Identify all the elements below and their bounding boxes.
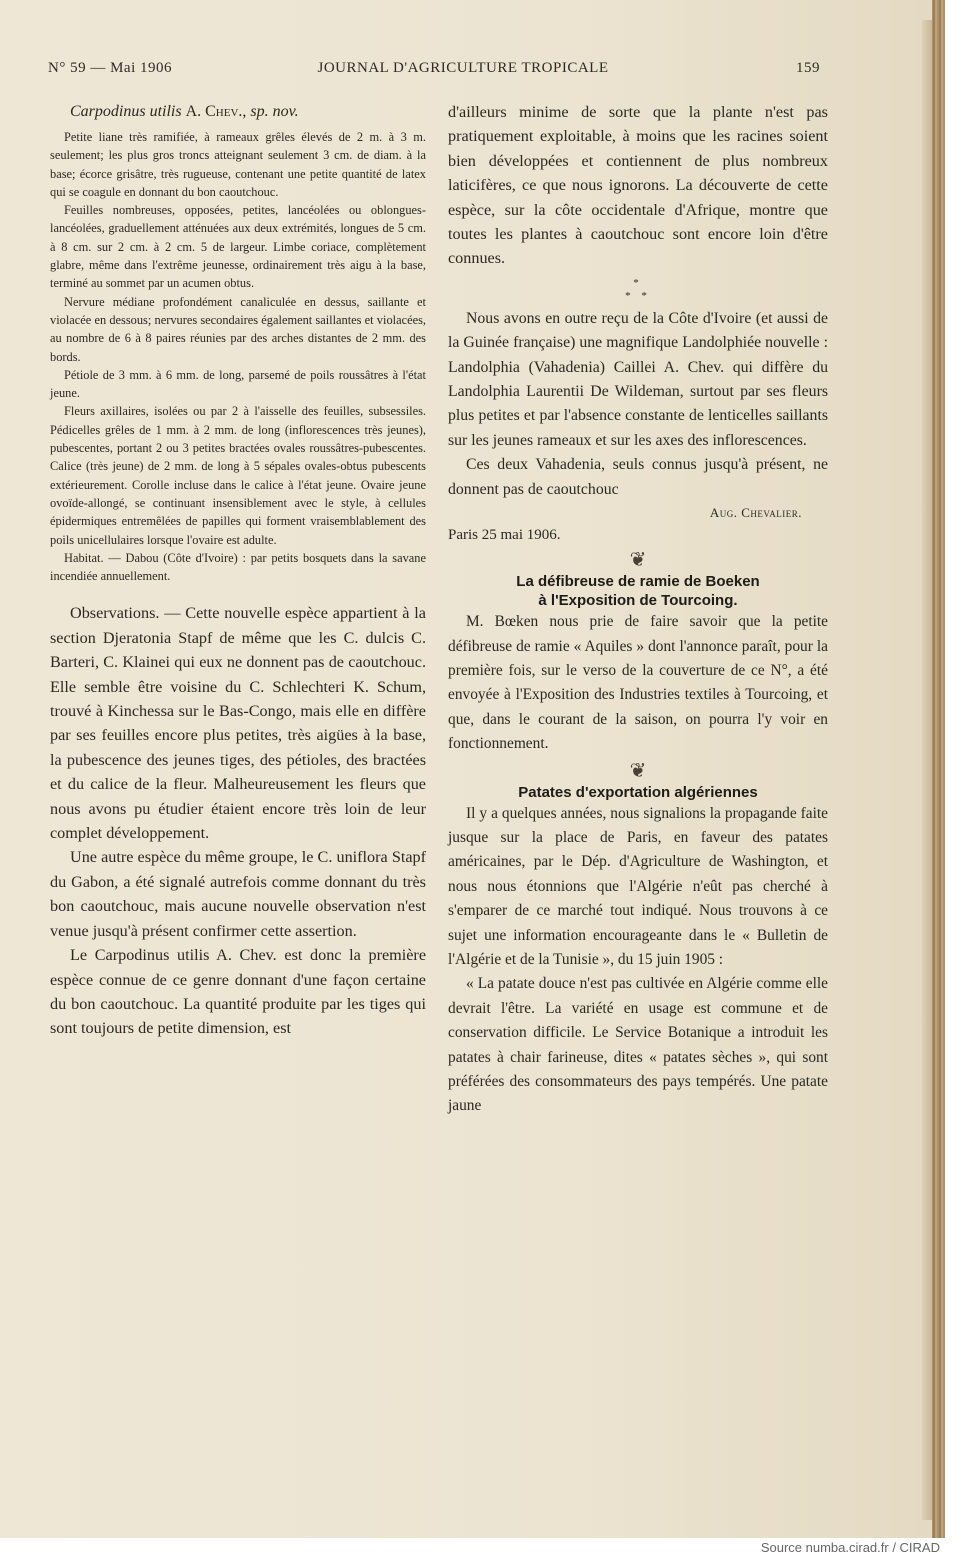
source-credit: Source numba.cirad.fr / CIRAD [760, 1540, 940, 1555]
section-title-line: La défibreuse de ramie de Boeken [516, 573, 760, 591]
landolphia-paragraph: Nous avons en outre reçu de la Côte d'Ivoire (et aussi de la Guinée française) une magnifique Landolphiée nouvelle : Landolphia (Vahadenia) Caillei A. Chev. qui diffère du Landolphia Laurentii De Wildeman, surtout par ses fleurs plus petites et par l'absence constante de lenticelles saillants sur les jeunes rameaux et sur les axes des inflorescences. [448, 309, 828, 449]
continuation-paragraph: d'ailleurs minime de sorte que la plante n'est pas pratiquement exploitable, à moins que les racines soient bien développées et contiennent de plus nombreux laticifères, ce que nous ignorons. La découverte de cette espèce, sur la côte occidentale d'Afrique, montre que toutes les plantes à caoutchouc sont encore loin d'être connues. [448, 103, 828, 268]
description-paragraph: Fleurs axillaires, isolées ou par 2 à l'aisselle des feuilles, subsessiles. Pédicelles grêles de 1 mm. à 2 mm. de long (inflorescences très jeunes), pubescentes, portant 2 ou 3 petites bractées ovales roussâtres-pubescentes. Calice (très jeune) de 2 mm. de long à 5 sépales ovales-obtus pubescents extérieurement. Corolle incluse dans le calice à l'état jeune. Ovaire jeune ovoïde-allongé, se continuant insensiblement avec le style, à cellules épidermiques entremêlées de papilles qui forment vraisemblablement des poils unicellulaires lorsque l'ovaire est adulte. [50, 404, 426, 547]
section-title [448, 572, 828, 610]
description-paragraph: Nervure médiane profondément canaliculée en dessus, saillante et violacée en dessous; nervures secondaires également saillantes et violacées, au nombre de 6 à 8 paires réunies par des arches distantes de 2 mm. des bords. [50, 294, 426, 364]
description-paragraph: Feuilles nombreuses, opposées, petites, lancéolées ou oblongues-lancéolées, graduellement atténuées aux deux extrémités, longues de 5 cm. à 8 cm. sur 2 cm. à 2 cm. 5 de largeur. Limbe coriace, complètement glabre, même dans l'extrême jeunesse, ordinairement très aigu à la base, terminé au sommet par un acumen obtus. [50, 203, 426, 291]
species-note: sp. nov. [250, 103, 299, 120]
right-column [448, 100, 828, 1119]
description-paragraph: Pétiole de 3 mm. à 6 mm. de long, parsemé de poils roussâtres à l'état jeune. [50, 367, 426, 401]
continuation-block [448, 100, 828, 271]
vahadenia-paragraph: Ces deux Vahadenia, seuls connus jusqu'à présent, ne donnent pas de caoutchouc [448, 456, 828, 498]
quote-paragraph: « La patate douce n'est pas cultivée en Algérie comme elle devrait l'être. La variété en usage est commune et de conservation difficile. Le Service Botanique a introduit les patates à chair farineuse, dites « patates sèches », qui sont préférées des consommateurs des pays tempérés. Une patate jaune [448, 975, 828, 1115]
book-page-edges [932, 0, 945, 1538]
article-paragraph: M. Bœken nous prie de faire savoir que la petite défibreuse de ramie « Aquiles » dont l'annonce paraît, pour la première fois, sur le verso de la couverture de ce N°, a été envoyée à l'Exposition des Industries textiles à Tourcoing, et que, dans le courant de la saison, on pourra l'y voir en fonctionnement. [448, 613, 828, 753]
asterism-top: * [633, 276, 643, 289]
defibreuse-article [448, 610, 828, 756]
observations-paragraph: Une autre espèce du même groupe, le C. uniflora Stapf du Gabon, a été signalé autrefois comme donnant du très bon caoutchouc, mais aucune nouvelle observation n'est venue jusqu'à présent confirmer cette assertion. [50, 848, 426, 940]
section-title-line: à l'Exposition de Tourcoing. [538, 592, 738, 610]
article-paragraph: Il y a quelques années, nous signalions la propagande faite jusque sur la place de Paris, en faveur des patates américaines, par le Dép. d'Agriculture de Washington, et nous nous étonnions que l'Algérie n'eût pas cherché à s'emparer de ce marché tout indiqué. Nous trouvons à ce sujet une information encourageante dans le « Bulletin de l'Algérie et de la Tunisie », du 15 juin 1905 : [448, 804, 828, 968]
species-description [50, 128, 426, 585]
article-date: Paris 25 mai 1906. [448, 527, 561, 544]
issue-number: N° 59 — Mai 1906 [48, 60, 172, 76]
ornament-icon: ❦ [629, 759, 647, 782]
habitat-paragraph: Habitat. — Dabou (Côte d'Ivoire) : par petits bosquets dans la savane incendiée annuellement. [50, 550, 426, 584]
asterism-bottom: * * [625, 289, 651, 302]
author-signature: Aug. Chevalier. [709, 505, 802, 521]
observations-section [50, 601, 426, 1040]
left-column [50, 100, 426, 1041]
landolphia-block [448, 307, 828, 502]
patates-article [448, 802, 828, 1119]
ornament-icon: ❦ [629, 549, 647, 572]
species-author: A. Chev., [185, 103, 247, 120]
asterism [448, 277, 828, 303]
observations-paragraph: Observations. — Cette nouvelle espèce appartient à la section Djeratonia Stapf de même que les C. dulcis C. Barteri, C. Klainei qui eux ne donnent pas de caoutchouc. Elle semble être voisine du C. Schlechteri K. Schum, trouvé à Kinchessa sur le Bas-Congo, mais elle en diffère par ses feuilles encore plus petites, très aigües à la base, la pubescence des jeunes tiges, des pétioles, des bractées et du calice de la fleur. Malheureusement les fleurs que nous avons pu étudier étaient encore très loin de leur complet développement. [50, 604, 426, 843]
section-title: Patates d'exportation algériennes [518, 783, 758, 801]
observations-paragraph: Le Carpodinus utilis A. Chev. est donc la première espèce connue de ce genre donnant d'une façon certaine du bon caoutchouc. La quantité produite par les tiges qui sont toujours de petite dimension, est [50, 946, 426, 1038]
species-name: Carpodinus utilis [70, 103, 182, 120]
journal-title: JOURNAL D'AGRICULTURE TROPICALE [317, 60, 609, 76]
page-number: 159 [796, 60, 820, 76]
species-title [50, 100, 426, 124]
description-paragraph: Petite liane très ramifiée, à rameaux grêles élevés de 2 m. à 3 m. seulement; les plus gros troncs atteignant seulement 3 cm. de diam. à la base; écorce grisâtre, très rugueuse, contenant une petite quantité de latex qui se coagule en donnant du bon caoutchouc. [50, 130, 426, 199]
